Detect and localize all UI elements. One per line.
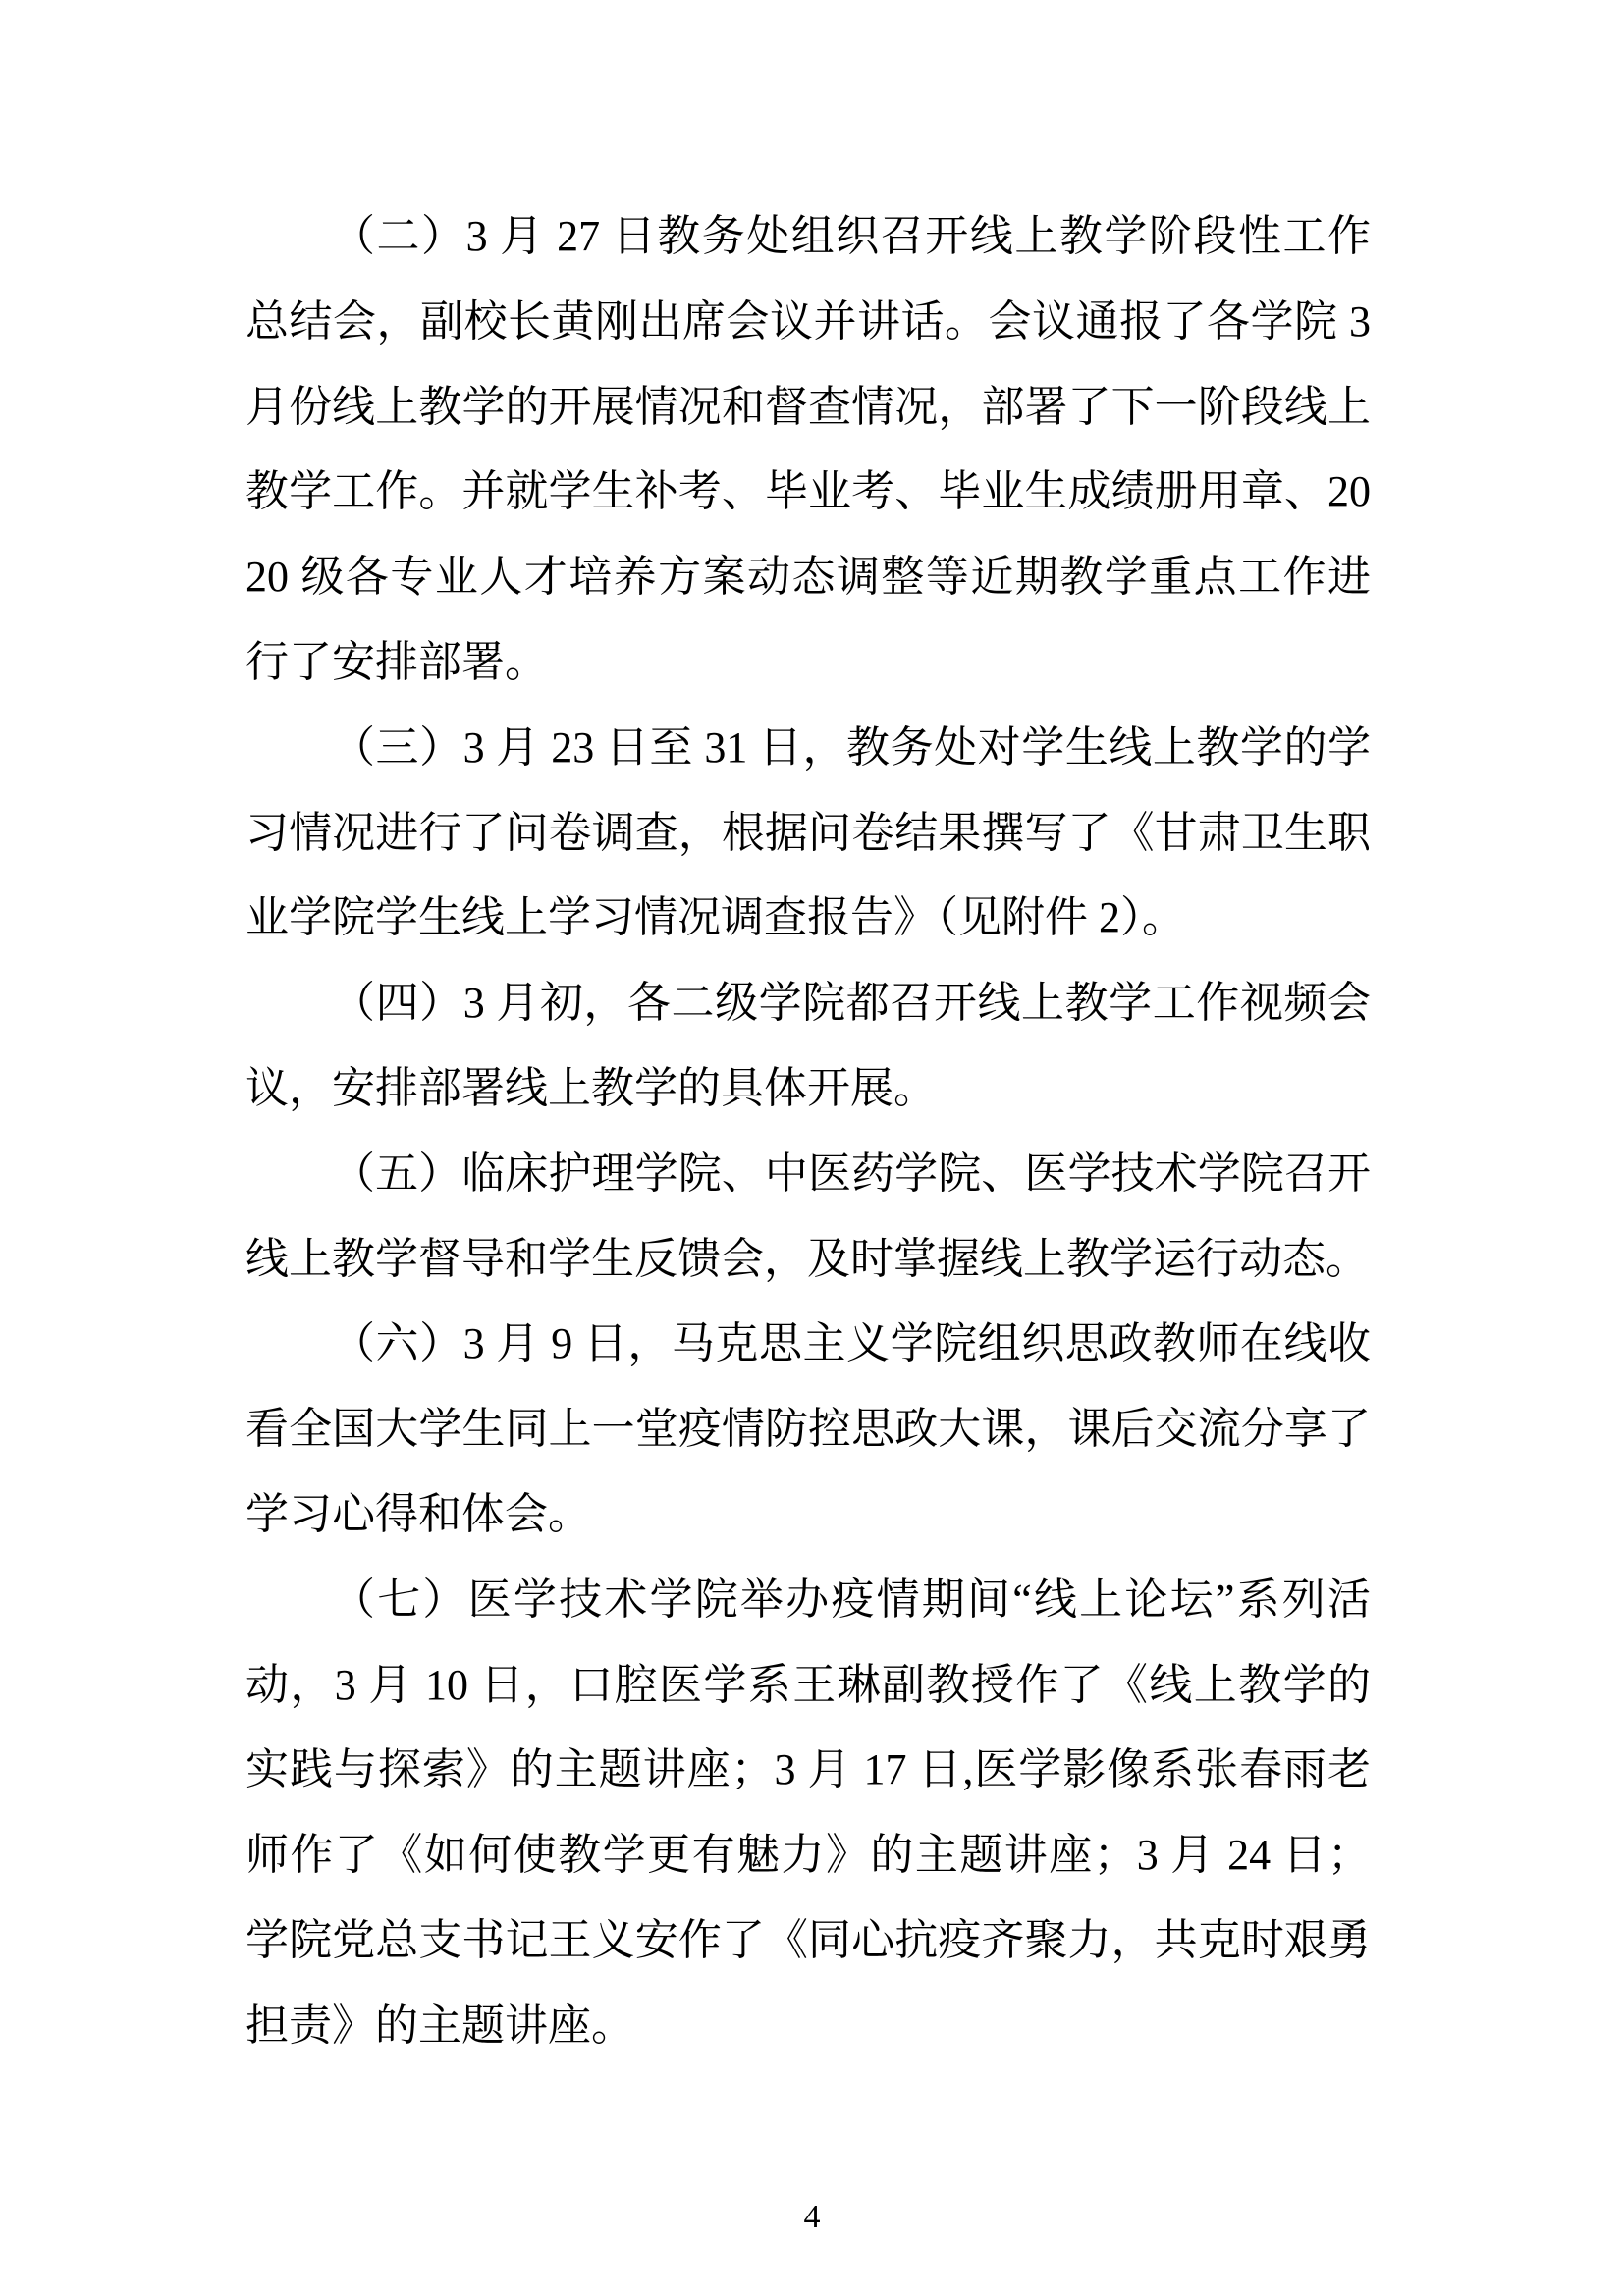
paragraph-4: （四）3 月初，各二级学院都召开线上教学工作视频会议，安排部署线上教学的具体开展。 xyxy=(245,979,1371,1112)
paragraph-7: （七）医学技术学院举办疫情期间“线上论坛”系列活动，3 月 10 日，口腔医学系王琳副教授作了《线上教学的实践与探索》的主题讲座；3 月 17 日,医学影像系张春雨老师作了《如何使教学更有魅力》的主题讲座；3 月 24 日；学院党总支书记王义安作了《同心抗疫齐聚力，共克时艰勇担责》的主题讲座。 xyxy=(245,1575,1371,2050)
paragraph-2: （二）3 月 27 日教务处组织召开线上教学阶段性工作总结会，副校长黄刚出席会议并讲话。会议通报了各学院 3 月份线上教学的开展情况和督查情况，部署了下一阶段线上教学工作。并就学生补考、毕业考、毕业生成绩册用章、2020 级各专业人才培养方案动态调整等近期教学重点工作进行了安排部署。 xyxy=(245,212,1371,686)
page-number: 4 xyxy=(803,2199,821,2235)
document-body xyxy=(245,194,1371,2069)
paragraph-3: （三）3 月 23 日至 31 日，教务处对学生线上教学的学习情况进行了问卷调查，根据问卷结果撰写了《甘肃卫生职业学院学生线上学习情况调查报告》（见附件 2）。 xyxy=(245,722,1371,942)
paragraph-6: （六）3 月 9 日，马克思主义学院组织思政教师在线收看全国大学生同上一堂疫情防控思政大课，课后交流分享了学习心得和体会。 xyxy=(245,1319,1371,1538)
paragraph-5: （五）临床护理学院、中医药学院、医学技术学院召开线上教学督导和学生反馈会，及时掌握线上教学运行动态。 xyxy=(245,1148,1371,1283)
